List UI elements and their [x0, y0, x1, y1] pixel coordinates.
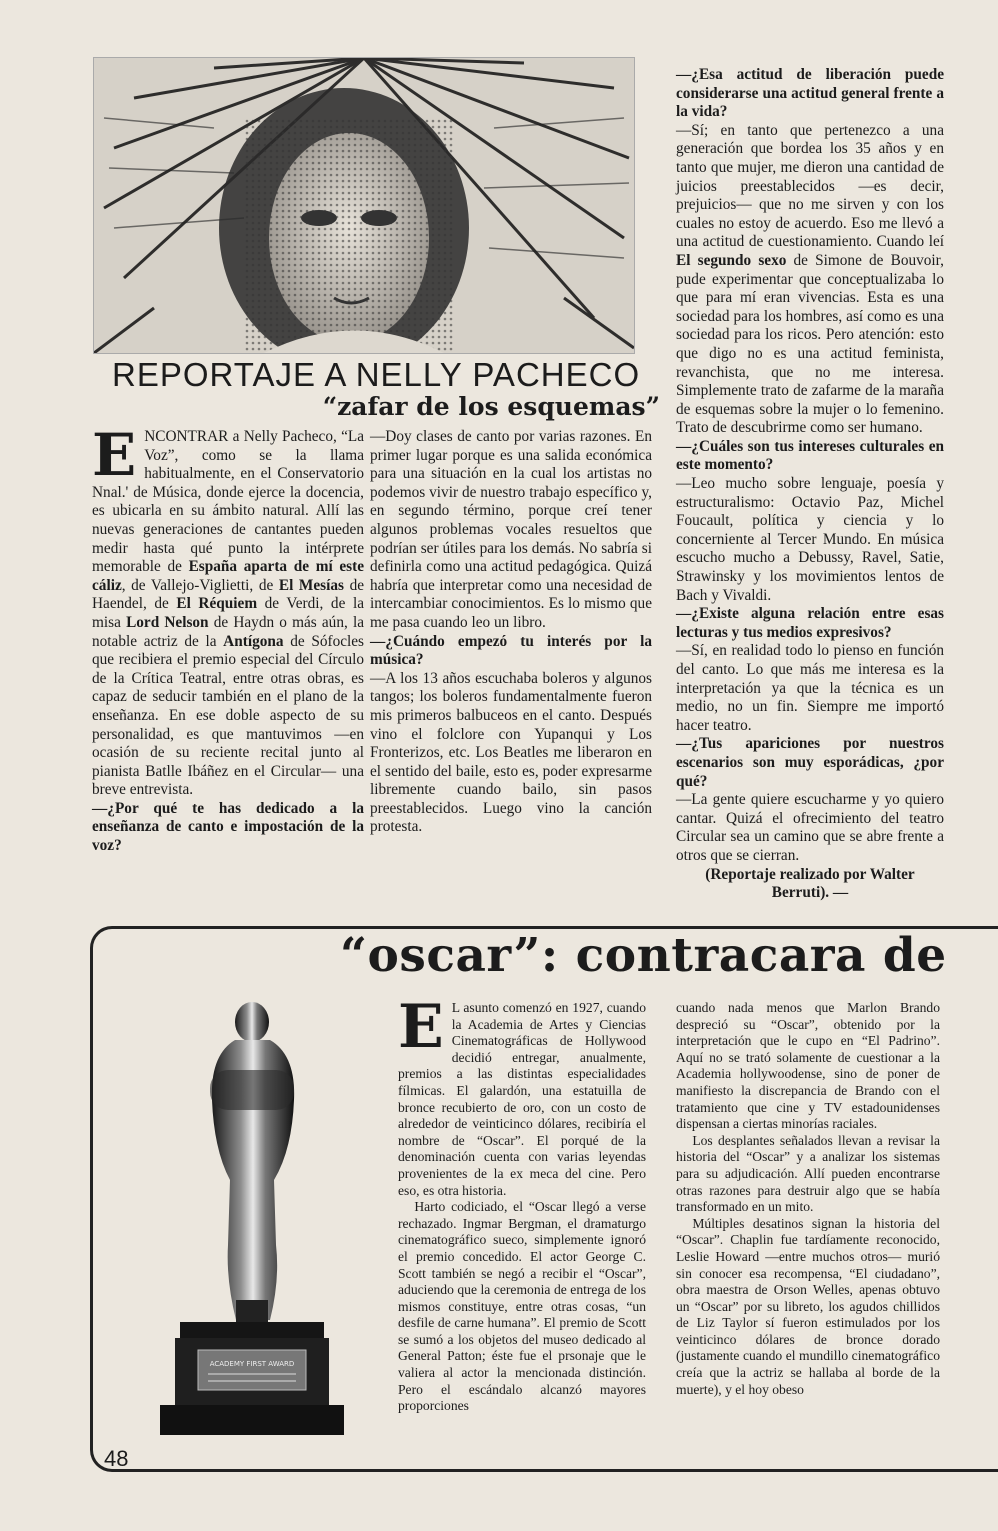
- oscar-column-1: [398, 992, 646, 1415]
- oscar-column-2: [676, 1000, 940, 1398]
- oscar-paragraph: E L asunto comenzó en 1927, cuando la Academia de Artes y Ciencias Cinematográficas de Hollywood decidió entregar, anualmente, premios a las distintas especialidades fílmicas. El galardón, una estatuilla de bronce recubierto de oro, con un costo de alrededor de veinticinco dólares, recibiría el nombre de “Oscar”. El porqué de la denominación cuenta con varias leyendas provenientes de la ex meca del cine. Pero eso, es otra historia.: [398, 992, 646, 1198]
- oscar-paragraph: Los desplantes señalados llevan a revisar la historia del “Oscar” y a analizar los sistemas para su adjudicación. Allí pueden encontrarse otras razones para destruir algo que se había transformado en un mito.: [676, 1132, 940, 1215]
- interview-answer: —Leo mucho sobre lenguaje, poesía y estructuralismo: Octavio Paz, Michel Foucault, política y ciencia y lo concerniente al Tercer Mundo. En música escucho mucho a Debussy, Ravel, Satie, Strawinsky y los movimientos lentos de Bach y Vivaldi.: [676, 475, 944, 604]
- article-subheadline: “zafar de los esquemas”: [322, 392, 660, 421]
- interview-question: —¿Cuáles son tus intereses culturales en este momento?: [676, 437, 944, 474]
- oscar-paragraph: cuando nada menos que Marlon Brando despreció su “Oscar”, obtenido por la interpretación que le cupo en “El Padrino”. Aquí no se trató solamente de cuestionar a la Academia hollywoodense, sino de poner de manifiesto la discrepancia de Brando con el tratamiento que cine y TV estadounidenses dispensan a ciertas minorías raciales.: [676, 1000, 940, 1132]
- portrait-photo: [93, 57, 635, 354]
- interview-answer: —La gente quiere escucharme y yo quiero cantar. Quizá el ofrecimiento del teatro Circular sea un camino que se abre frente a otros que se cierran.: [676, 791, 944, 864]
- interview-question: —¿Tus apariciones por nuestros escenarios son muy esporádicas, ¿por qué?: [676, 735, 944, 790]
- article-column-1: [92, 421, 365, 856]
- interview-answer: —Sí, en realidad todo lo pienso en función del canto. Lo que más me interesa es la interpretación ya que la técnica es un medio, no un fin. Siempre me importó hacer teatro.: [676, 642, 944, 734]
- interview-answer: —Doy clases de canto por varias razones. En primer lugar porque es una salida económica para una situación en la cual los artistas no podemos vivir de nuestro trabajo específico y, en segundo término, porque creí tener algunos problemas vocales resueltos que podrían ser útiles para los demás. No sabría si definirla como una actitud pedagógica. Quizá habría que interpretar como una necesidad de intercambiar conocimientos. Es lo mismo que me pasa cuando leo un libro.: [370, 428, 652, 631]
- oscar-statuette-photo: [140, 1000, 370, 1445]
- article-column-3: [676, 66, 944, 903]
- page-number: 48: [104, 1446, 129, 1471]
- oscar-paragraph: Múltiples desatinos signan la historia del “Oscar”. Chaplin fue tardíamente reconocido, Leslie Howard —entre muchos otros— murió sin conocer esa recompensa, “El ciudadano”, obra maestra de Orson Welles, apenas obtuvo un “Oscar” por su libreto, los agudos chillidos de Liz Taylor sí fueron estimulados por los veinticinco dólares de bronce dorado (justamente cuando el mundillo cinematográfico creía que la actriz se hallaba al borde de la muerte), y el hoy obeso: [676, 1215, 940, 1397]
- interview-question: —¿Existe alguna relación entre esas lecturas y tus medios expresivos?: [676, 605, 944, 641]
- interview-question: —¿Esa actitud de liberación puede considerarse una actitud general frente a la vida?: [676, 66, 944, 121]
- oscar-article-title: “oscar”: contracara de: [340, 928, 947, 983]
- interview-answer: —Sí; en tanto que pertenezco a una generación que bordea los 35 años y en tanto que mujer, me dieron una cantidad de juicios preestablecidos —es decir, prejuicios— que no me sirven y con los cuales no estoy de acuerdo. Eso me llevó a una actitud de cuestionamiento. Cuando leí El segundo sexo de Simone de Bouvoir, pude experimentar que conceptualizaba lo que para mí eran vivencias. Esta es una sociedad para los hombres, así como es una sociedad para los ricos. Pero atención: esto que digo no es una actitud feminista, revanchista, que no me interesa. Simplemente trato de zafarme de la maraña de esquemas sobre la mujer o lo femenino. Trato de descubrirme como ser humano.: [676, 121, 944, 437]
- interview-question: —¿Cuándo empezó tu interés por la música?: [370, 632, 652, 669]
- byline: (Reportaje realizado por Walter Berruti). —: [705, 865, 915, 902]
- drop-cap: E: [92, 421, 137, 489]
- interview-answer: —A los 13 años escuchaba boleros y algunos tangos; los boleros fundamentalmente fueron mis primeros balbuceos en el canto. Después vino el folclore con Yupanqui y Los Fronterizos, etc. Los Beatles me liberaron en el sentido del baile, esto es, poder expresarme libremente cuando bailo, sin pasos preestablecidos. Luego vino la canción protesta.: [370, 669, 652, 836]
- drop-cap: E: [398, 992, 444, 1062]
- plaque-text: ACADEMY FIRST AWARD: [209, 1360, 295, 1368]
- oscar-paragraph: Harto codiciado, el “Oscar llegó a verse rechazado. Ingmar Bergman, el dramaturgo cinematográfico sueco, simplemente ignoró el premio concedido. El actor George C. Scott también se negó a recibir el “Oscar”, aduciendo que la ceremonia de entrega de los mismos constituye, entre otras cosas, “un desfile de carne humana”. El premio de Scott se sumó a los objetos del museo dedicado al General Patton; éste fue el prsonaje que le valiera al actor la mencionada distinción. Pero el escándalo alcanzó mayores proporciones: [398, 1199, 646, 1414]
- intro-paragraph: ENCONTRAR a Nelly Pacheco, “La Voz”, como se la llama habitualmente, en el Conservatorio Nnal.' de Música, donde ejerce la docencia, es ubicarla en su ámbito natural. Allí las nuevas generaciones de cantantes pueden medir hasta qué punto la intérprete memorable de España aparta de mí este cáliz, de Vallejo-Viglietti, de El Mesías de Haendel, de El Réquiem de Verdi, de la misa Lord Nelson de Haydn o más aún, la notable actriz de la Antígona de Sófocles que recibiera el premio especial del Círculo de la Crítica Teatral, entre otras obras, es capaz de seducir también en el plano de la enseñanza. En ese doble aspecto de su personalidad, es que mantuvimos —en ocasión de su reciente recital junto al pianista Batlle Ibáñez en el Circular— una breve entrevista.: [92, 421, 365, 799]
- article-column-2: [370, 428, 652, 837]
- interview-question: —¿Por qué te has dedicado a la enseñanza de canto e impostación de la voz?: [92, 799, 364, 855]
- article-headline: REPORTAJE A NELLY PACHECO: [112, 356, 641, 393]
